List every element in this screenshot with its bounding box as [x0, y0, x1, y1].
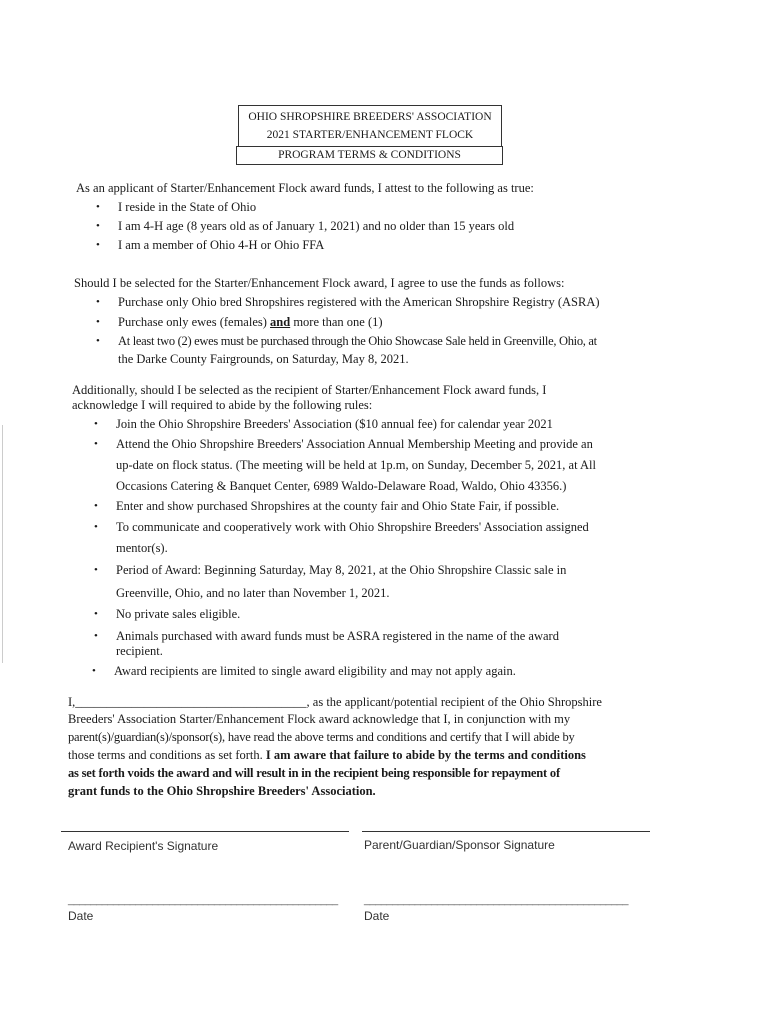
recipient-signature-label: Award Recipient's Signature	[68, 839, 219, 853]
emphasis-and: and	[270, 315, 291, 329]
list-item-text-line2: the Darke County Fairgrounds, on Saturday, May 8, 2021.	[118, 352, 409, 366]
bullet-icon: •	[96, 335, 100, 347]
bullet-icon: •	[96, 316, 100, 328]
list-item-text: Enter and show purchased Shropshires at the county fair and Ohio State Fair, if possible.	[116, 499, 560, 513]
list-item-text-line2: mentor(s).	[116, 541, 168, 555]
header-subtitle-box	[236, 146, 503, 165]
header-title-box	[238, 105, 502, 147]
recipient-signature-line[interactable]	[61, 831, 349, 832]
section3-intro-line1: Additionally, should I be selected as the recipient of Starter/Enhancement Flock award funds, I	[72, 383, 547, 397]
list-item-text-line1: Attend the Ohio Shropshire Breeders' Association Annual Membership Meeting and provide an	[116, 437, 593, 451]
bullet-icon: •	[96, 296, 100, 308]
bullet-icon: •	[94, 564, 98, 576]
bullet-icon: •	[94, 521, 98, 533]
date-label-left: Date	[68, 909, 94, 923]
bullet-icon: •	[96, 201, 100, 213]
item-text-pre: Purchase only ewes (females)	[118, 315, 271, 329]
bullet-icon: •	[94, 418, 98, 430]
statement-line-6: grant funds to the Ohio Shropshire Breeders' Association.	[68, 784, 376, 798]
bullet-icon: •	[94, 500, 98, 512]
list-item-text: No private sales eligible.	[116, 607, 241, 621]
section3-intro-line2: acknowledge I will required to abide by the following rules:	[72, 398, 373, 412]
list-item-text: I am 4-H age (8 years old as of January 1, 2021) and no older than 15 years old	[118, 219, 515, 233]
list-item-text-line2: Greenville, Ohio, and no later than November 1, 2021.	[116, 586, 390, 600]
list-item-text-line2: recipient.	[116, 644, 163, 658]
margin-mark	[2, 425, 3, 663]
statement-line-2: Breeders' Association Starter/Enhancement Flock award acknowledge that I, in conjunction with my	[68, 712, 571, 726]
list-item-text: I am a member of Ohio 4-H or Ohio FFA	[118, 238, 325, 252]
bullet-icon: •	[94, 438, 98, 450]
list-item-text-line2: up-date on flock status. (The meeting will be held at 1p.m, on Sunday, December 5, 2021, at All	[116, 458, 596, 472]
bullet-icon: •	[94, 608, 98, 620]
date-label-right: Date	[364, 909, 390, 923]
list-item-text-line1: Animals purchased with award funds must be ASRA registered in the name of the award	[116, 629, 559, 643]
header-line-3: PROGRAM TERMS & CONDITIONS	[278, 149, 461, 161]
statement-line-3: parent(s)/guardian(s)/sponsor(s), have read the above terms and conditions and certify that I will abide by	[68, 730, 575, 744]
section2-intro: Should I be selected for the Starter/Enhancement Flock award, I agree to use the funds as follows:	[74, 276, 565, 290]
statement-line-4-bold: I am aware that failure to abide by the terms and conditions	[265, 748, 586, 762]
header-line-1: OHIO SHROPSHIRE BREEDERS' ASSOCIATION	[248, 111, 492, 123]
date-line-left[interactable]: ________________________________________________	[68, 894, 338, 906]
bullet-icon: •	[96, 220, 100, 232]
list-item-text: Purchase only Ohio bred Shropshires registered with the American Shropshire Registry (ASRA)	[118, 295, 600, 309]
date-line-right[interactable]: _______________________________________________	[364, 894, 629, 906]
statement-line-5: as set forth voids the award and will result in in the recipient being responsible for repayment of	[68, 766, 560, 780]
list-item-text: I reside in the State of Ohio	[118, 200, 257, 214]
list-item-text: Join the Ohio Shropshire Breeders' Association ($10 annual fee) for calendar year 2021	[116, 417, 553, 431]
statement-line-4-normal: those terms and conditions as set forth.	[68, 748, 266, 762]
list-item-text-line1: To communicate and cooperatively work with Ohio Shropshire Breeders' Association assigned	[116, 520, 589, 534]
list-item-text-line1: Period of Award: Beginning Saturday, May 8, 2021, at the Ohio Shropshire Classic sale in	[116, 563, 567, 577]
bullet-icon: •	[92, 665, 96, 677]
list-item-text-line1: At least two (2) ewes must be purchased through the Ohio Showcase Sale held in Greenville, Ohio, at	[118, 334, 597, 348]
section1-intro: As an applicant of Starter/Enhancement Flock award funds, I attest to the following as true:	[76, 181, 534, 195]
item-text-post: more than one (1)	[290, 315, 383, 329]
list-item-text	[118, 313, 383, 331]
bullet-icon: •	[96, 239, 100, 251]
list-item-text-line3: Occasions Catering & Banquet Center, 6989 Waldo-Delaware Road, Waldo, Ohio 43356.)	[116, 479, 567, 493]
bullet-icon: •	[94, 630, 98, 642]
parent-signature-line[interactable]	[362, 831, 650, 832]
list-item-text: Award recipients are limited to single award eligibility and may not apply again.	[114, 664, 516, 678]
statement-line-1: I,_____________________________________, as the applicant/potential recipient of the Ohio Shropshire	[68, 695, 602, 709]
header-line-2: 2021 STARTER/ENHANCEMENT FLOCK	[266, 129, 474, 141]
parent-signature-label: Parent/Guardian/Sponsor Signature	[364, 838, 555, 852]
statement-line-4	[68, 747, 586, 764]
